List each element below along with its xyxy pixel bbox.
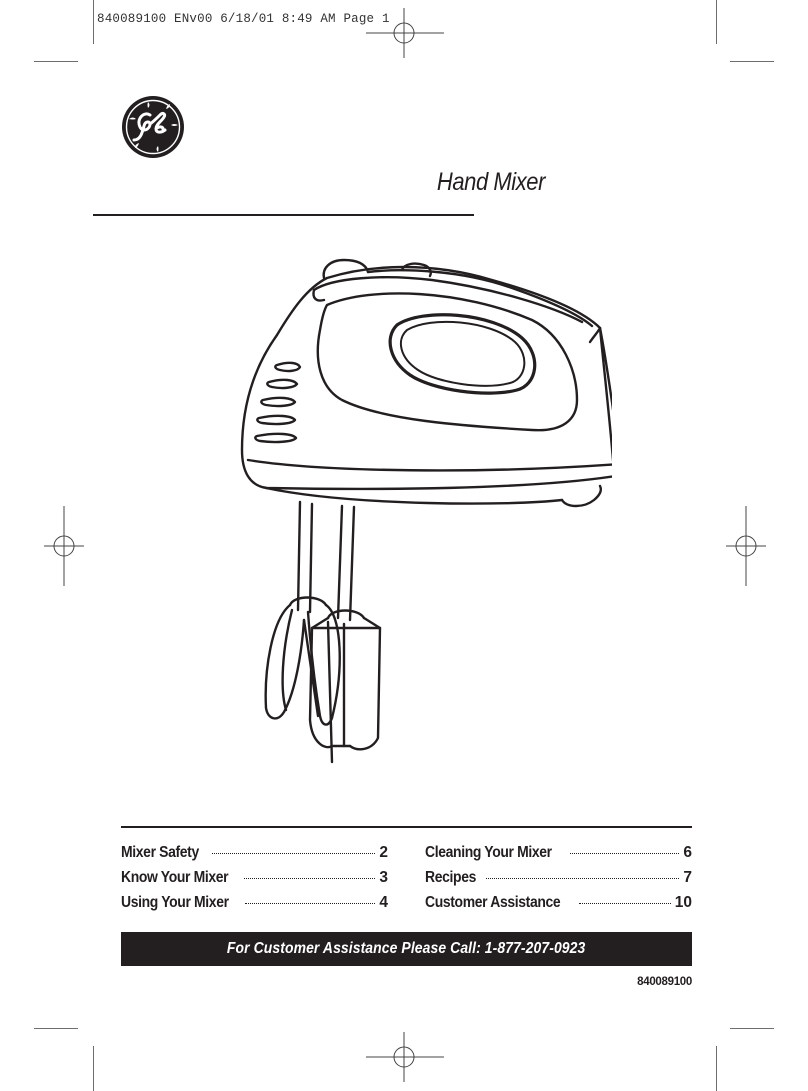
toc-leader [486,878,680,879]
toc-leader [244,878,375,879]
part-number: 840089100 [637,976,692,988]
toc-entry-recipes[interactable]: Recipes 7 [425,869,692,886]
hand-mixer-illustration [232,250,612,775]
customer-assistance-banner [121,932,692,966]
ge-logo [121,95,185,159]
toc-entry-using-your-mixer[interactable]: Using Your Mixer 4 [121,894,388,911]
toc-leader [570,853,680,854]
toc-entry-mixer-safety[interactable]: Mixer Safety 2 [121,844,388,861]
toc-leader [245,903,376,904]
toc-top-rule [121,826,692,828]
title-underline [93,214,474,216]
print-slug: 840089100 ENv00 6/18/01 8:49 AM Page 1 [97,12,390,26]
customer-assistance-text: For Customer Assistance Please Call: 1-877-207-0923 [227,940,586,957]
toc-entry-cleaning-your-mixer[interactable]: Cleaning Your Mixer 6 [425,844,692,861]
toc-entry-know-your-mixer[interactable]: Know Your Mixer 3 [121,869,388,886]
document-title: Hand Mixer [436,168,545,196]
toc-leader [212,853,376,854]
toc-entry-customer-assistance[interactable]: Customer Assistance 10 [425,894,692,911]
toc-leader [579,903,670,904]
